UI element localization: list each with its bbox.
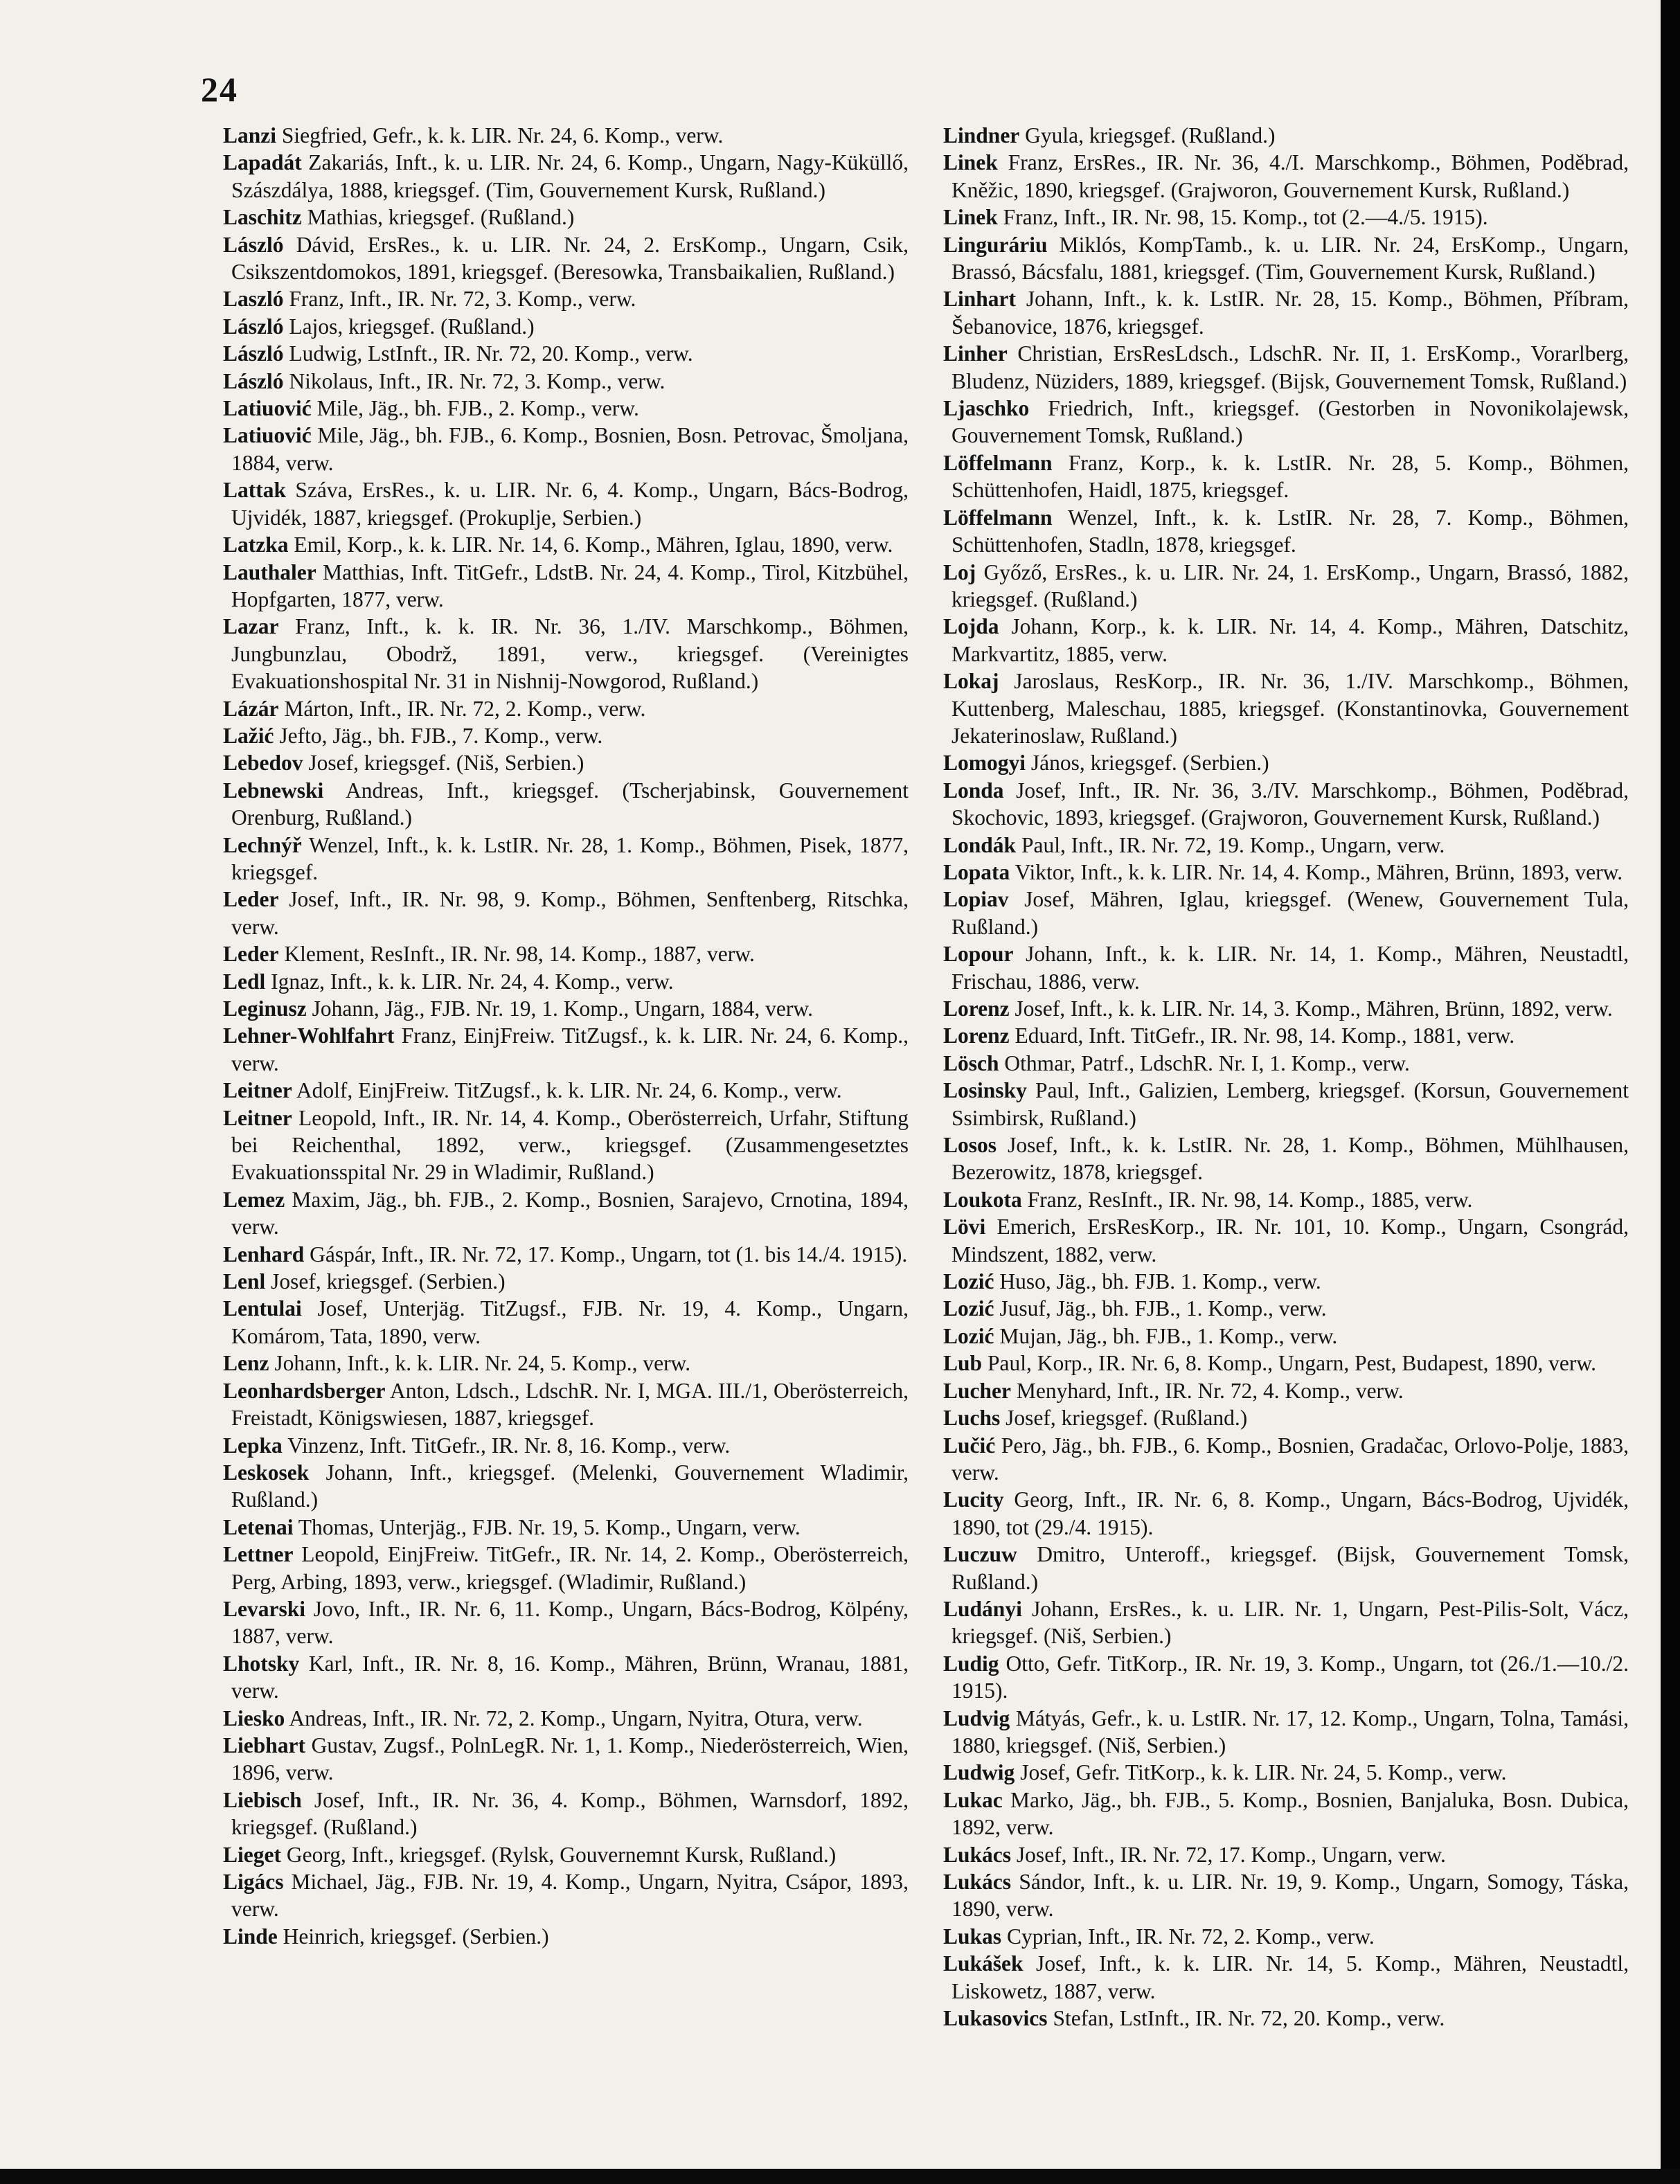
list-entry (922, 2005, 1629, 2032)
entry-details: Lajos, kriegsgef. (Rußland.) (283, 314, 535, 339)
list-entry (202, 1541, 909, 1595)
entry-surname: Lhotsky (223, 1651, 300, 1676)
entry-surname: Lanzi (223, 123, 277, 147)
list-entry (922, 1295, 1629, 1322)
entry-surname: Latiuović (223, 396, 312, 421)
entry-details: Franz, Inft., IR. Nr. 98, 15. Komp., tot (2.—4./5. 1915). (997, 205, 1488, 230)
list-entry (202, 613, 909, 695)
entry-details: Ignaz, Inft., k. k. LIR. Nr. 24, 4. Komp., verw. (265, 969, 674, 994)
list-entry (922, 395, 1629, 449)
list-entry (922, 285, 1629, 340)
entry-surname: Lorenz (943, 996, 1010, 1021)
list-entry (922, 1377, 1629, 1404)
entry-surname: Linek (943, 150, 998, 175)
entry-details: Josef, kriegsgef. (Serbien.) (265, 1269, 506, 1294)
entry-details: Paul, Inft., IR. Nr. 72, 19. Komp., Ungarn, verw. (1016, 832, 1445, 857)
list-entry (202, 749, 909, 776)
entry-details: Josef, Unterjäg. TitZugsf., FJB. Nr. 19, 4. Komp., Ungarn, Komárom, Tata, 1890, verw. (231, 1296, 909, 1348)
list-entry (922, 940, 1629, 995)
list-entry (922, 1131, 1629, 1186)
list-entry (922, 1022, 1629, 1049)
list-entry (202, 1650, 909, 1705)
entry-details: Jusuf, Jäg., bh. FJB., 1. Komp., verw. (994, 1296, 1327, 1321)
entry-details: Gustav, Zugsf., PolnLegR. Nr. 1, 1. Komp., Niederösterreich, Wien, 1896, verw. (231, 1733, 909, 1785)
entry-surname: Levarski (223, 1596, 306, 1621)
list-entry (202, 1732, 909, 1787)
list-entry (202, 368, 909, 395)
list-entry (202, 422, 909, 476)
entry-details: Paul, Inft., Galizien, Lemberg, kriegsgef. (Korsun, Gouvernement Ssimbirsk, Rußland.) (951, 1078, 1629, 1130)
entry-details: Nikolaus, Inft., IR. Nr. 72, 3. Komp., verw. (283, 368, 665, 393)
entry-surname: Lomogyi (943, 751, 1026, 776)
list-entry (922, 1841, 1629, 1868)
list-entry (202, 1868, 909, 1923)
list-entry (202, 940, 909, 967)
entry-surname: Lukas (943, 1924, 1002, 1949)
entry-details: Jaroslaus, ResKorp., IR. Nr. 36, 1./IV. Marschkomp., Böhmen, Kuttenberg, Maleschau, 1885, kriegsgef. (Konstantinovka, Gouvernement Jekaterinoslaw, Rußland.) (951, 669, 1629, 748)
list-entry (922, 1350, 1629, 1377)
list-entry (202, 1350, 909, 1377)
list-entry (202, 1923, 909, 1950)
entry-surname: Lapadát (223, 150, 302, 175)
list-entry (922, 340, 1629, 395)
entry-surname: Lub (943, 1351, 983, 1376)
page-number: 24 (201, 70, 238, 109)
entry-details: Franz, Inft., IR. Nr. 72, 3. Komp., verw. (283, 287, 636, 312)
entry-surname: Lazar (223, 614, 279, 639)
entry-surname: Lopour (943, 942, 1014, 967)
entry-surname: Lenl (223, 1269, 266, 1294)
entry-surname: Linguráriu (943, 232, 1048, 257)
entry-details: Johann, Inft., k. k. LstIR. Nr. 28, 15. Komp., Böhmen, Příbram, Šebanovice, 1876, kriegsgef. (951, 287, 1629, 339)
entry-details: Franz, ErsRes., IR. Nr. 36, 4./I. Marschkomp., Böhmen, Poděbrad, Kněžic, 1890, kriegsgef. (Grajworon, Gouvernement Kursk, Rußland.) (951, 150, 1629, 202)
list-entry (922, 1486, 1629, 1541)
entry-details: Josef, kriegsgef. (Niš, Serbien.) (303, 751, 584, 776)
list-entry (922, 1268, 1629, 1295)
entry-surname: László (223, 314, 284, 339)
entry-details: Johann, Inft., k. k. LIR. Nr. 24, 5. Komp., verw. (269, 1351, 691, 1376)
entry-details: Leopold, EinjFreiw. TitGefr., IR. Nr. 14, 2. Komp., Oberösterreich, Perg, Arbing, 1893, verw., kriegsgef. (Wladimir, Rußland.) (231, 1542, 909, 1594)
entry-details: Georg, Inft., IR. Nr. 6, 8. Komp., Ungarn, Bács-Bodrog, Ujvidék, 1890, tot (29./4. 1915). (951, 1487, 1629, 1539)
list-entry (922, 1432, 1629, 1487)
list-entry (922, 777, 1629, 832)
entry-surname: Löffelmann (943, 505, 1053, 530)
entry-details: Johann, ErsRes., k. u. LIR. Nr. 1, Ungarn, Pest-Pilis-Solt, Vácz, kriegsgef. (Niš, Serbien.) (951, 1596, 1629, 1649)
entry-details: Josef, Inft., IR. Nr. 98, 9. Komp., Böhmen, Senftenberg, Ritschka, verw. (231, 887, 909, 939)
entry-surname: Linhart (943, 287, 1017, 312)
list-entry (202, 231, 909, 286)
entry-surname: Lettner (223, 1542, 294, 1567)
entry-details: Emil, Korp., k. k. LIR. Nr. 14, 6. Komp., Mähren, Iglau, 1890, verw. (288, 532, 893, 557)
list-entry (922, 1950, 1629, 2005)
entry-details: Wenzel, Inft., k. k. LstIR. Nr. 28, 1. Komp., Böhmen, Pisek, 1877, kriegsgef. (231, 832, 909, 884)
list-entry (202, 1186, 909, 1241)
entry-surname: Lenhard (223, 1242, 305, 1266)
list-entry (202, 285, 909, 312)
entry-surname: Luchs (943, 1406, 1001, 1431)
entry-details: Pero, Jäg., bh. FJB., 6. Komp., Bosnien, Gradačac, Orlovo-Polje, 1883, verw. (951, 1433, 1629, 1485)
entry-details: Andreas, Inft., kriegsgef. (Tscherjabinsk, Gouvernement Orenburg, Rußland.) (231, 778, 909, 830)
entry-surname: Lukac (943, 1787, 1003, 1812)
entry-details: Michael, Jäg., FJB. Nr. 19, 4. Komp., Ungarn, Nyitra, Csápor, 1893, verw. (231, 1870, 909, 1922)
list-entry (922, 749, 1629, 776)
entry-details: Menyhard, Inft., IR. Nr. 72, 4. Komp., verw. (1011, 1378, 1404, 1403)
list-entry (922, 1186, 1629, 1213)
entry-details: Jefto, Jäg., bh. FJB., 7. Komp., verw. (274, 723, 603, 748)
entry-surname: Lenz (223, 1351, 269, 1376)
entry-details: Josef, Inft., IR. Nr. 72, 17. Komp., Ungarn, verw. (1011, 1842, 1446, 1867)
scan-border-right (1661, 0, 1680, 2184)
list-entry (202, 149, 909, 204)
entry-details: Cyprian, Inft., IR. Nr. 72, 2. Komp., verw. (1001, 1924, 1375, 1949)
entry-details: Christian, ErsResLdsch., LdschR. Nr. II, 1. ErsKomp., Vorarlberg, Bludenz, Nüziders, 1889, kriegsgef. (Bijsk, Gouvernement Tomsk, Rußland.) (951, 341, 1629, 393)
list-entry (202, 1104, 909, 1186)
list-entry (202, 395, 909, 422)
entry-details: Dávid, ErsRes., k. u. LIR. Nr. 24, 2. ErsKomp., Ungarn, Csik, Csikszentdomokos, 1891, kriegsgef. (Beresowka, Transbaikalien, Rußland.) (231, 232, 909, 285)
entry-details: Josef, Inft., IR. Nr. 36, 3./IV. Marschkomp., Böhmen, Poděbrad, Skochovic, 1893, kriegsgef. (Grajworon, Gouvernement Kursk, Rußland.) (951, 778, 1629, 830)
entry-surname: Luczuw (943, 1542, 1017, 1567)
entry-details: Johann, Inft., k. k. LIR. Nr. 14, 1. Komp., Mähren, Neustadtl, Frischau, 1886, verw. (951, 942, 1629, 994)
entry-surname: Leginusz (223, 996, 307, 1021)
list-entry (922, 149, 1629, 204)
entry-surname: Lozić (943, 1323, 994, 1348)
entry-details: János, kriegsgef. (Serbien.) (1026, 751, 1269, 776)
list-entry (202, 968, 909, 995)
entry-details: Viktor, Inft., k. k. LIR. Nr. 14, 4. Komp., Mähren, Brünn, 1893, verw. (1010, 859, 1623, 884)
entry-details: Zakariás, Inft., k. u. LIR. Nr. 24, 6. Komp., Ungarn, Nagy-Küküllő, Szászdálya, 1888, kriegsgef. (Tim, Gouvernement Kursk, Rußland.) (231, 150, 909, 202)
entry-details: Karl, Inft., IR. Nr. 8, 16. Komp., Mähren, Brünn, Wranau, 1881, verw. (231, 1651, 909, 1703)
entry-surname: Lojda (943, 614, 999, 639)
entry-details: Anton, Ldsch., LdschR. Nr. I, MGA. III./1, Oberösterreich, Freistadt, Königswiesen, 1887, kriegsgef. (231, 1378, 909, 1431)
list-entry (922, 449, 1629, 504)
entry-surname: László (223, 368, 284, 393)
entry-details: Klement, ResInft., IR. Nr. 98, 14. Komp., 1887, verw. (278, 942, 755, 967)
entry-details: Mile, Jäg., bh. FJB., 2. Komp., verw. (311, 396, 639, 421)
entry-surname: Ljaschko (943, 396, 1030, 421)
entry-surname: Lukášek (943, 1951, 1024, 1976)
entry-surname: Ludwig (943, 1760, 1015, 1785)
left-column (202, 122, 909, 1950)
list-entry (922, 1323, 1629, 1350)
entry-details: Franz, Korp., k. k. LstIR. Nr. 28, 5. Komp., Böhmen, Schüttenhofen, Haidl, 1875, kriegsgef. (951, 450, 1629, 503)
entry-surname: Ludig (943, 1651, 999, 1676)
entry-details: Josef, Inft., IR. Nr. 36, 4. Komp., Böhmen, Warnsdorf, 1892, kriegsgef. (Rußland.) (231, 1787, 909, 1840)
entry-surname: Lopiav (943, 887, 1009, 912)
right-column (922, 122, 1629, 2032)
entry-surname: Lopata (943, 859, 1010, 884)
entry-surname: Lehner-Wohlfahrt (223, 1023, 395, 1048)
list-entry (202, 695, 909, 722)
entry-surname: Lucher (943, 1378, 1011, 1403)
list-entry (202, 1459, 909, 1514)
list-entry (922, 859, 1629, 886)
list-entry (922, 1050, 1629, 1077)
list-entry (202, 1241, 909, 1268)
list-entry (922, 886, 1629, 940)
entry-surname: Londák (943, 832, 1017, 857)
list-entry (202, 1432, 909, 1459)
entry-details: Adolf, EinjFreiw. TitZugsf., k. k. LIR. Nr. 24, 6. Komp., verw. (292, 1078, 842, 1103)
entry-surname: Lemez (223, 1187, 285, 1212)
list-entry (202, 122, 909, 149)
list-entry (922, 1404, 1629, 1431)
entry-details: Miklós, KompTamb., k. u. LIR. Nr. 24, ErsKomp., Ungarn, Brassó, Bácsfalu, 1881, kriegsgef. (Tim, Gouvernement Kursk, Rußland.) (951, 232, 1629, 285)
entry-details: Stefan, LstInft., IR. Nr. 72, 20. Komp., verw. (1047, 2006, 1445, 2031)
entry-surname: Lucity (943, 1487, 1004, 1512)
list-entry (202, 531, 909, 558)
entry-surname: Lorenz (943, 1023, 1010, 1048)
entry-details: Leopold, Inft., IR. Nr. 14, 4. Komp., Oberösterreich, Urfahr, Stiftung bei Reichenthal, 1892, verw., kriegsgef. (Zusammengesetztes Evakuationsspital Nr. 29 in Wladimir, Rußland.) (231, 1105, 909, 1185)
list-entry (202, 476, 909, 531)
entry-details: Franz, EinjFreiw. TitZugsf., k. k. LIR. Nr. 24, 6. Komp., verw. (231, 1023, 909, 1075)
entry-details: Vinzenz, Inft. TitGefr., IR. Nr. 8, 16. Komp., verw. (282, 1433, 731, 1458)
list-entry (202, 1377, 909, 1432)
entry-details: Mátyás, Gefr., k. u. LstIR. Nr. 17, 12. Komp., Ungarn, Tolna, Tamási, 1880, kriegsgef. (Niš, Serbien.) (951, 1706, 1629, 1757)
list-entry (922, 1213, 1629, 1268)
list-entry (202, 1841, 909, 1868)
list-entry (922, 1705, 1629, 1760)
entry-details: Johann, Jäg., FJB. Nr. 19, 1. Komp., Ungarn, 1884, verw. (306, 996, 813, 1021)
entry-surname: Lauthaler (223, 560, 316, 584)
entry-details: Mujan, Jäg., bh. FJB., 1. Komp., verw. (994, 1323, 1338, 1348)
entry-details: Josef, Mähren, Iglau, kriegsgef. (Wenew, Gouvernement Tula, Rußland.) (951, 887, 1629, 939)
entry-details: Márton, Inft., IR. Nr. 72, 2. Komp., verw. (278, 696, 646, 721)
list-entry (922, 1595, 1629, 1650)
entry-surname: Lövi (943, 1215, 986, 1239)
list-entry (202, 886, 909, 940)
list-entry (922, 668, 1629, 749)
entry-surname: Laschitz (223, 205, 302, 230)
entry-details: Andreas, Inft., IR. Nr. 72, 2. Komp., Ungarn, Nyitra, Otura, verw. (285, 1706, 863, 1730)
list-entry (202, 1268, 909, 1295)
list-entry (922, 995, 1629, 1022)
entry-surname: Leonhardsberger (223, 1378, 386, 1403)
entry-details: Josef, Inft., k. k. LstIR. Nr. 28, 1. Komp., Böhmen, Mühlhausen, Bezerowitz, 1878, kriegsgef. (951, 1133, 1629, 1185)
entry-surname: Liebhart (223, 1733, 306, 1757)
entry-surname: Lukács (943, 1842, 1012, 1867)
entry-surname: Ledl (223, 969, 266, 994)
entry-surname: Losos (943, 1133, 997, 1158)
list-entry (922, 204, 1629, 231)
list-entry (202, 313, 909, 340)
list-entry (202, 1595, 909, 1650)
entry-details: Friedrich, Inft., kriegsgef. (Gestorben in Novonikolajewsk, Gouvernement Tomsk, Rußland.) (951, 396, 1629, 448)
entry-details: Franz, Inft., k. k. IR. Nr. 36, 1./IV. Marschkomp., Böhmen, Jungbunzlau, Obodrž, 1891, verw., kriegsgef. (Vereinigtes Evakuationshospital Nr. 31 in Nishnij-Nowgorod, Rußland.) (231, 614, 909, 694)
entry-details: Heinrich, kriegsgef. (Serbien.) (277, 1924, 549, 1949)
entry-surname: Letenai (223, 1514, 294, 1539)
entry-surname: Liebisch (223, 1787, 302, 1812)
entry-surname: Löffelmann (943, 450, 1053, 475)
list-entry (202, 559, 909, 614)
entry-surname: Lepka (223, 1433, 283, 1458)
entry-surname: Lieget (223, 1842, 281, 1867)
entry-surname: László (223, 341, 284, 366)
entry-details: Gáspár, Inft., IR. Nr. 72, 17. Komp., Ungarn, tot (1. bis 14./4. 1915). (304, 1242, 908, 1266)
entry-details: Sándor, Inft., k. u. LIR. Nr. 19, 9. Komp., Ungarn, Somogy, Táska, 1890, verw. (951, 1870, 1629, 1922)
entry-details: Dmitro, Unteroff., kriegsgef. (Bijsk, Gouvernement Tomsk, Rußland.) (951, 1542, 1629, 1594)
entry-details: Mathias, kriegsgef. (Rußland.) (301, 205, 575, 230)
list-entry (922, 122, 1629, 149)
list-entry (202, 995, 909, 1022)
entry-surname: Linek (943, 205, 998, 230)
entry-surname: Leder (223, 887, 279, 912)
list-entry (922, 231, 1629, 286)
list-entry (202, 777, 909, 832)
list-entry (922, 1541, 1629, 1595)
entry-details: Wenzel, Inft., k. k. LstIR. Nr. 28, 7. Komp., Böhmen, Schüttenhofen, Stadln, 1878, kriegsgef. (951, 505, 1629, 557)
scan-border-bottom (0, 2169, 1680, 2184)
list-entry (922, 1787, 1629, 1841)
list-entry (922, 559, 1629, 614)
entry-surname: László (223, 232, 284, 257)
entry-surname: Lechnýř (223, 832, 302, 857)
entry-surname: Lebnewski (223, 778, 324, 803)
entry-surname: Lukács (943, 1870, 1012, 1894)
list-entry (202, 204, 909, 231)
entry-surname: Ludányi (943, 1596, 1022, 1621)
list-entry (202, 340, 909, 367)
entry-surname: Loj (943, 560, 976, 584)
entry-surname: Lázár (223, 696, 279, 721)
entry-details: Siegfried, Gefr., k. k. LIR. Nr. 24, 6. Komp., verw. (276, 123, 724, 147)
entry-details: Josef, Gefr. TitKorp., k. k. LIR. Nr. 24, 5. Komp., verw. (1015, 1760, 1507, 1785)
entry-surname: Londa (943, 778, 1004, 803)
list-entry (202, 1022, 909, 1077)
entry-details: Gyula, kriegsgef. (Rußland.) (1019, 123, 1276, 147)
entry-details: Ludwig, LstInft., IR. Nr. 72, 20. Komp., verw. (283, 341, 693, 366)
list-entry (922, 504, 1629, 559)
entry-surname: Latiuović (223, 423, 312, 448)
entry-surname: Lukasovics (943, 2006, 1048, 2031)
entry-details: Josef, Inft., k. k. LIR. Nr. 14, 3. Komp., Mähren, Brünn, 1892, verw. (1009, 996, 1613, 1021)
entry-surname: Leder (223, 942, 279, 967)
entry-details: Maxim, Jäg., bh. FJB., 2. Komp., Bosnien, Sarajevo, Crnotina, 1894, verw. (231, 1187, 909, 1239)
entry-details: Johann, Korp., k. k. LIR. Nr. 14, 4. Komp., Mähren, Datschitz, Markvartitz, 1885, verw. (951, 614, 1629, 666)
entry-details: Jovo, Inft., IR. Nr. 6, 11. Komp., Ungarn, Bács-Bodrog, Kölpény, 1887, verw. (231, 1596, 909, 1649)
entry-surname: Loukota (943, 1187, 1022, 1212)
entry-details: Franz, ResInft., IR. Nr. 98, 14. Komp., 1885, verw. (1021, 1187, 1473, 1212)
entry-details: Győző, ErsRes., k. u. LIR. Nr. 24, 1. ErsKomp., Ungarn, Brassó, 1882, kriegsgef. (Rußland.) (951, 560, 1629, 611)
entry-details: Eduard, Inft. TitGefr., IR. Nr. 98, 14. Komp., 1881, verw. (1009, 1023, 1515, 1048)
list-entry (922, 1923, 1629, 1950)
list-entry (202, 1787, 909, 1841)
entry-surname: Lokaj (943, 669, 999, 694)
entry-details: Paul, Korp., IR. Nr. 6, 8. Komp., Ungarn, Pest, Budapest, 1890, verw. (982, 1351, 1596, 1376)
entry-surname: Lažić (223, 723, 274, 748)
entry-surname: Lozić (943, 1296, 994, 1321)
entry-details: Georg, Inft., kriegsgef. (Rylsk, Gouvernemnt Kursk, Rußland.) (280, 1842, 837, 1867)
list-entry (922, 832, 1629, 859)
entry-details: Mile, Jäg., bh. FJB., 6. Komp., Bosnien, Bosn. Petrovac, Šmoljana, 1884, verw. (231, 423, 909, 475)
entry-details: Thomas, Unterjäg., FJB. Nr. 19, 5. Komp., Ungarn, verw. (293, 1514, 801, 1539)
entry-surname: Lučić (943, 1433, 996, 1458)
entry-details: Otto, Gefr. TitKorp., IR. Nr. 19, 3. Komp., Ungarn, tot (26./1.—10./2. 1915). (951, 1651, 1629, 1703)
entry-surname: Laszló (223, 287, 284, 312)
entry-surname: Leskosek (223, 1460, 310, 1485)
list-entry (202, 1077, 909, 1104)
list-entry (202, 832, 909, 886)
entry-surname: Lozić (943, 1269, 994, 1294)
entry-surname: Linde (223, 1924, 278, 1949)
entry-surname: Latzka (223, 532, 289, 557)
entry-surname: Losinsky (943, 1078, 1027, 1103)
entry-surname: Lindner (943, 123, 1020, 147)
entry-surname: Lösch (943, 1050, 999, 1075)
entry-surname: Liesko (223, 1706, 285, 1730)
entry-details: Marko, Jäg., bh. FJB., 5. Komp., Bosnien, Banjaluka, Bosn. Dubica, 1892, verw. (951, 1787, 1629, 1840)
entry-details: Othmar, Patrf., LdschR. Nr. I, 1. Komp., verw. (999, 1050, 1410, 1075)
entry-details: Emerich, ErsResKorp., IR. Nr. 101, 10. Komp., Ungarn, Csongrád, Mindszent, 1882, verw. (951, 1215, 1629, 1266)
entry-surname: Leitner (223, 1078, 292, 1103)
list-entry (922, 1868, 1629, 1923)
entry-surname: Linher (943, 341, 1008, 366)
list-entry (202, 1705, 909, 1732)
entry-details: Johann, Inft., kriegsgef. (Melenki, Gouvernement Wladimir, Rußland.) (231, 1460, 909, 1512)
entry-surname: Lebedov (223, 751, 303, 776)
list-entry (922, 613, 1629, 668)
entry-surname: Ligács (223, 1870, 284, 1894)
entry-surname: Lattak (223, 478, 287, 503)
list-entry (202, 1514, 909, 1541)
list-entry (202, 722, 909, 749)
entry-surname: Leitner (223, 1105, 292, 1130)
list-entry (922, 1759, 1629, 1786)
entry-details: Josef, Inft., k. k. LIR. Nr. 14, 5. Komp., Mähren, Neustadtl, Liskowetz, 1887, verw. (951, 1951, 1629, 2003)
entry-surname: Ludvig (943, 1706, 1010, 1730)
entry-details: Huso, Jäg., bh. FJB. 1. Komp., verw. (994, 1269, 1321, 1294)
entry-details: Száva, ErsRes., k. u. LIR. Nr. 6, 4. Komp., Ungarn, Bács-Bodrog, Ujvidék, 1887, kriegsgef. (Prokuplje, Serbien.) (231, 478, 909, 530)
entry-details: Matthias, Inft. TitGefr., LdstB. Nr. 24, 4. Komp., Tirol, Kitzbühel, Hopfgarten, 1877, verw. (231, 560, 909, 611)
entry-details: Josef, kriegsgef. (Rußland.) (1000, 1406, 1248, 1431)
entry-surname: Lentulai (223, 1296, 302, 1321)
list-entry (202, 1295, 909, 1350)
list-entry (922, 1650, 1629, 1705)
list-entry (922, 1077, 1629, 1131)
